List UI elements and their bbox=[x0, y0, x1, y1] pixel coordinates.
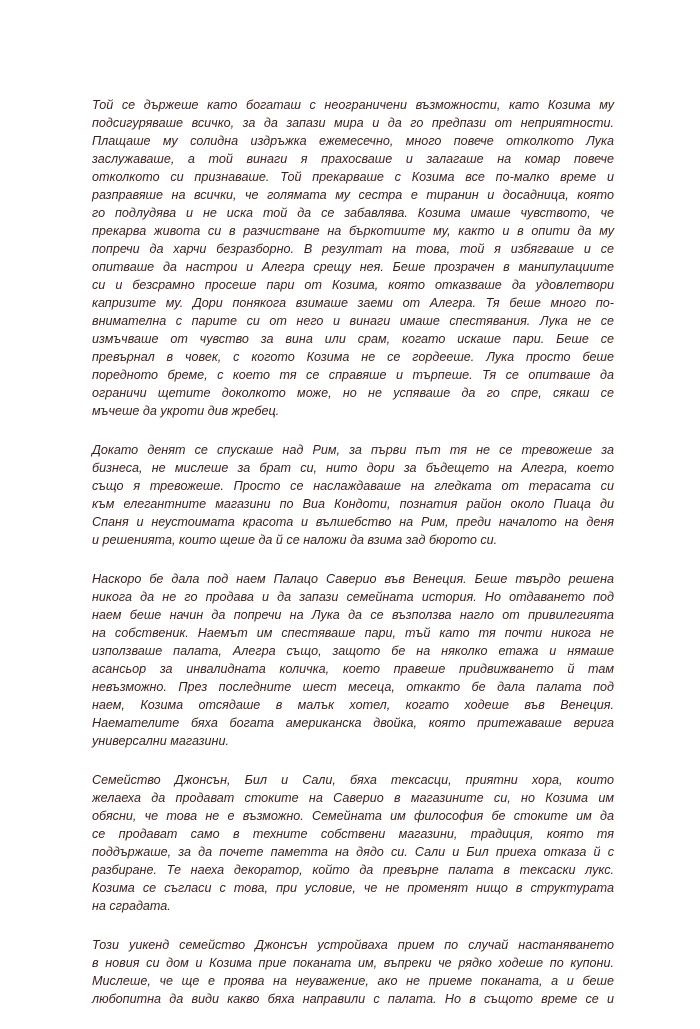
text-line: Семейство Джонсън, Бил и Сали, бяха тексасци, приятни хора, които bbox=[92, 773, 614, 787]
text-line: Козима се съгласи с това, при условие, че не променят нищо в структурата bbox=[92, 881, 614, 895]
text-line: невъзможно. През последните шест месеца, откакто бе дала палата под bbox=[92, 680, 614, 694]
text-line: към елегантните магазини по Виа Кондоти, познатия район около Пиаца ди bbox=[92, 497, 614, 511]
text-line: наем беше начин да попречи на Лука да се възползва нагло от привилегията bbox=[92, 608, 614, 622]
text-line: Той се държеше като богаташ с неограничени възможности, като Козима му bbox=[92, 98, 614, 112]
body-text bbox=[92, 96, 614, 1029]
text-line: Този уикенд семейство Джонсън устройваха прием по случай настаняването bbox=[92, 938, 614, 952]
text-line: асансьор за инвалидната количка, което правеше придвижването й там bbox=[92, 662, 614, 676]
text-line: наем, Козима отсядаше в малък хотел, когато ходеше във Венеция. bbox=[92, 698, 614, 712]
text-line: мъчеше да укроти див жребец. bbox=[92, 404, 280, 418]
text-line: разбиране. Те наеха декоратор, който да превърне палата в тексаски лукс. bbox=[92, 863, 614, 877]
text-line: на собственик. Наемът им спестяваше пари, тъй като тя почти никога не bbox=[92, 626, 614, 640]
text-line: подсигуряваше всичко, за да запази мира и да го предпази от неприятности. bbox=[92, 116, 614, 130]
text-line: Наскоро бе дала под наем Палацо Саверио във Венеция. Беше твърдо решена bbox=[92, 572, 614, 586]
text-line: използваше палата, Алегра също, защото бе на няколко етажа и нямаше bbox=[92, 644, 614, 658]
paragraph-3 bbox=[92, 570, 614, 750]
text-line: желаеха да продават стоките на Саверио в магазините си, но Козима им bbox=[92, 791, 614, 805]
text-line: бизнеса, не мислеше за брат си, нито дори за бъдещето на Алегра, което bbox=[92, 461, 614, 475]
text-line: също я тревожеше. Просто се наслаждаваше на гледката от терасата си bbox=[92, 479, 614, 493]
text-line: поредното бреме, с което тя се справяше и търпеше. Тя се опитваше да bbox=[92, 368, 614, 382]
text-line: капризите му. Дори понякога взимаше заеми от Алегра. Тя беше много по- bbox=[92, 296, 614, 310]
text-line: превърнал в човек, с когото Козима не се гордееше. Лука просто беше bbox=[92, 350, 614, 364]
paragraph-2 bbox=[92, 441, 614, 549]
text-line: попречи да харчи безразборно. В резултат на това, той я избягваше и се bbox=[92, 242, 614, 256]
text-line: обясни, че това не е възможно. Семейната им философия бе стоките им да bbox=[92, 809, 614, 823]
text-line: опитваше да настрои и Алегра срещу нея. Беше прозрачен в манипулациите bbox=[92, 260, 614, 274]
text-line: измъчваше от чувство за вина или срам, когато искаше пари. Беше се bbox=[92, 332, 614, 346]
paragraph-5 bbox=[92, 936, 614, 1008]
paragraph-4 bbox=[92, 771, 614, 915]
text-line: ограничи щетите доколкото може, но не успяваше да го спре, сякаш се bbox=[92, 386, 614, 400]
text-line: си и безсрамно просеше пари от Козима, която отказваше да удовлетвори bbox=[92, 278, 614, 292]
paragraph-1 bbox=[92, 96, 614, 420]
text-line: се продават само в техните собствени магазини, традиция, която тя bbox=[92, 827, 614, 841]
text-line: Докато денят се спускаше над Рим, за първи път тя не се тревожеше за bbox=[92, 443, 614, 457]
text-line: никога да не го продава и да запази семейната история. Но отдаването под bbox=[92, 590, 614, 604]
text-line: Спаня и неустоимата красота и вълшебство на Рим, преди началото на деня bbox=[92, 515, 614, 529]
text-line: заслужаваше, а той винаги я прахосваше и залагаше на комар повече bbox=[92, 152, 614, 166]
text-line: на сградата. bbox=[92, 899, 171, 913]
text-line: го подлудява и не иска той да се забавлява. Козима имаше чувството, че bbox=[92, 206, 614, 220]
text-line: любопитна да види какво бяха направили с палата. Но в същото време се и bbox=[92, 992, 614, 1006]
text-line: и решенията, които щеше да й се наложи да взима зад бюрото си. bbox=[92, 533, 498, 547]
text-line: в новия си дом и Козима прие поканата им, въпреки че рядко ходеше по купони. bbox=[92, 956, 614, 970]
text-line: Мислеше, че ще е проява на неуважение, ако не приеме поканата, а и беше bbox=[92, 974, 614, 988]
text-line: прекарва живота си в разчистване на бъркотиите му, както и в опити да му bbox=[92, 224, 614, 238]
text-line: универсални магазини. bbox=[92, 734, 229, 748]
text-line: внимателна с парите си от него и винаги имаше спестявания. Лука не се bbox=[92, 314, 614, 328]
text-line: поддържаше, за да почете паметта на дядо си. Сали и Бил приеха отказа й с bbox=[92, 845, 614, 859]
text-line: Плащаше му солидна издръжка ежемесечно, много повече отколкото Лука bbox=[92, 134, 614, 148]
text-line: отколкото си признаваше. Той прекарваше с Козима все по-малко време и bbox=[92, 170, 614, 184]
text-line: Наемателите бяха богата американска двойка, която притежаваше верига bbox=[92, 716, 614, 730]
text-line: разправяше на всички, че голямата му сестра е тиранин и досадница, която bbox=[92, 188, 614, 202]
